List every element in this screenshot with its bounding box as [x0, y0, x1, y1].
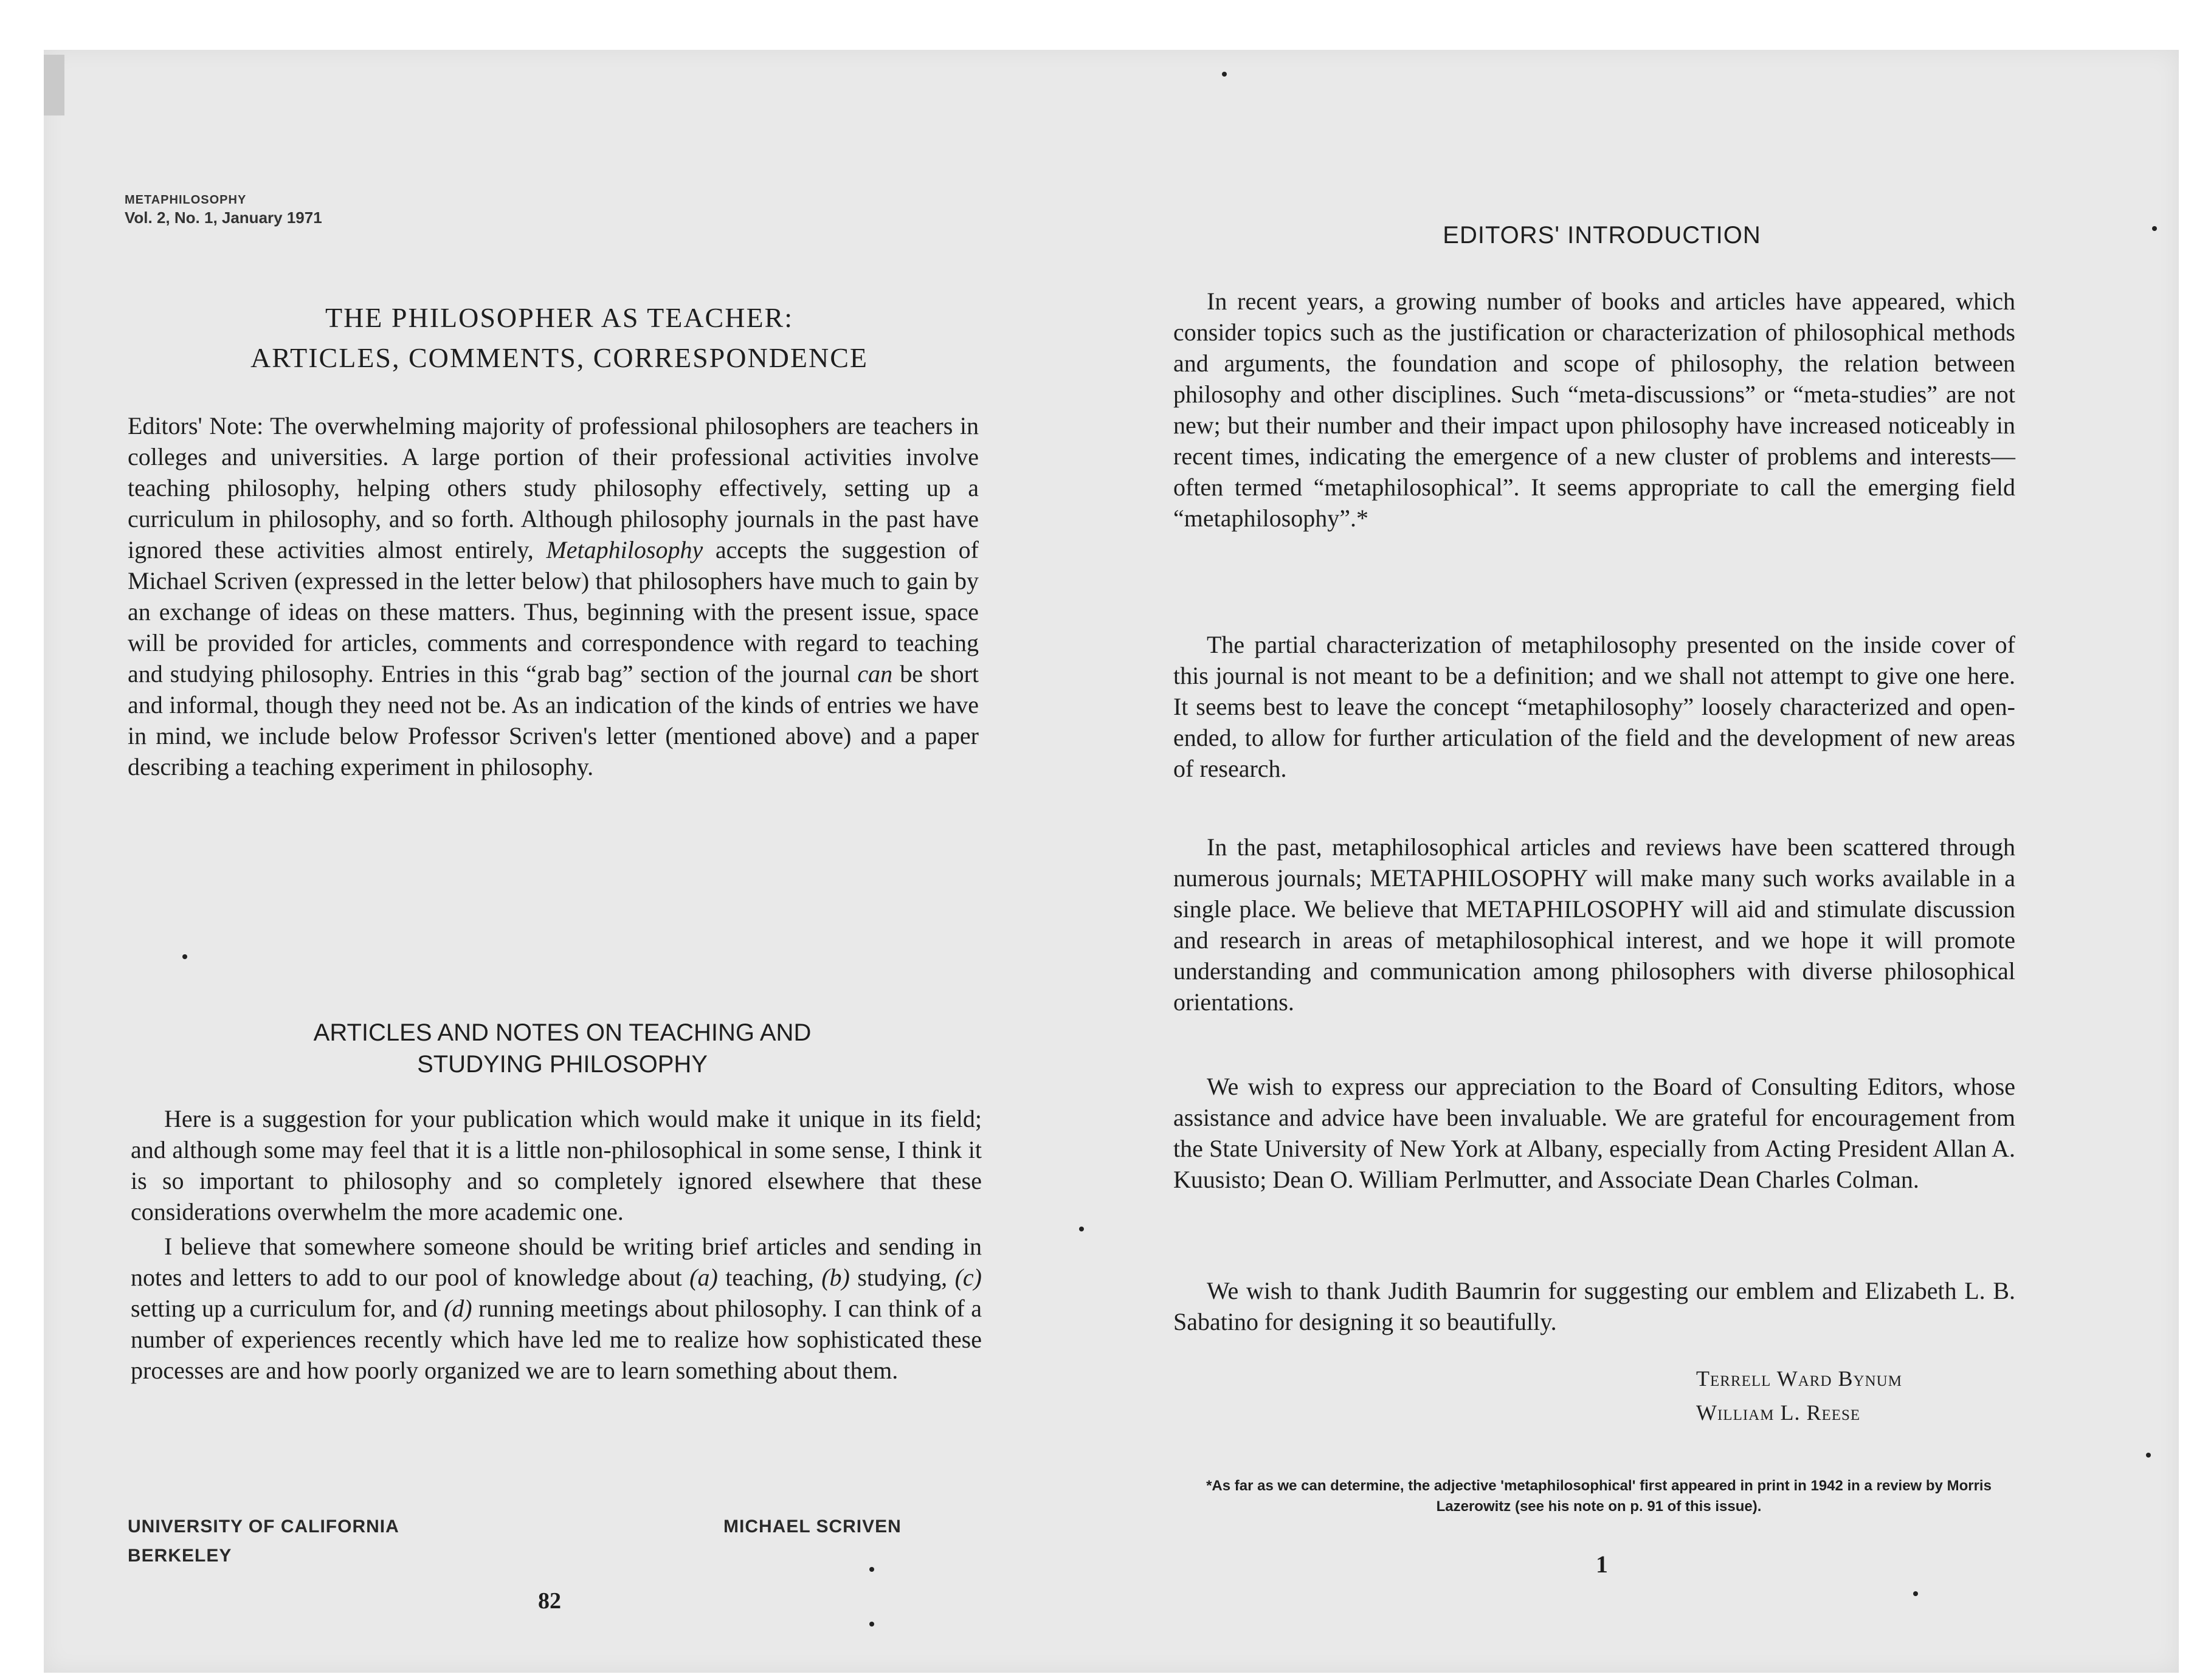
article-title-line-1: THE PHILOSOPHER AS TEACHER: — [325, 302, 794, 333]
scan-speck — [1079, 1227, 1084, 1231]
section-heading — [125, 1017, 1000, 1080]
scan-speck — [2146, 1453, 2151, 1458]
journal-italic: Metaphilosophy — [546, 536, 703, 563]
scan-speck — [2152, 226, 2157, 231]
section-heading-line-2: STUDYING PHILOSOPHY — [417, 1051, 708, 1078]
footnote: *As far as we can determine, the adjective 'metaphilosophical' first appeared in print in 1942 in a review by Morris Lazerowitz (see his note on p. 91 of this issue). — [1206, 1478, 1992, 1515]
page-number-left: 82 — [538, 1588, 561, 1614]
journal-name: METAPHILOSOPHY — [125, 193, 247, 207]
journal-header — [125, 193, 322, 227]
page-number-right: 1 — [1596, 1551, 1608, 1578]
article-title — [125, 298, 994, 378]
editors-note — [128, 410, 979, 782]
editor-signatures — [1696, 1362, 1902, 1430]
section-heading-line-1: ARTICLES AND NOTES ON TEACHING AND — [313, 1019, 812, 1046]
author-affiliation — [128, 1512, 399, 1571]
scriven-letter — [131, 1103, 982, 1386]
signer-reese: William L. Reese — [1696, 1400, 1861, 1425]
scan-speck — [182, 954, 187, 959]
scan-speck — [869, 1567, 874, 1572]
scan-speck — [1222, 72, 1227, 77]
intro-paragraph-2: The partial characterization of metaphilosophy presented on the inside cover of this journal is not meant to be a definition; and we shall not attempt to give one here. It seems best to leave the concept “metaphilosophy” loosely characterized and open-ended, to allow for further articulation of the field and the development of new areas of research. — [1173, 631, 2015, 782]
editors-introduction-title: EDITORS' INTRODUCTION — [1443, 222, 1761, 249]
scan-edge-mark — [44, 55, 64, 115]
scan-speck — [869, 1622, 874, 1627]
intro-paragraph-5: We wish to thank Judith Baumrin for suggesting our emblem and Elizabeth L. B. Sabatino for designing it so beautifully. — [1173, 1277, 2015, 1335]
editors-note-paragraph: Editors' Note: The overwhelming majority of professional philosophers are teachers in colleges and universities. A large portion of their professional activities involve teaching philosophy, helping others study philosophy effectively, setting up a curriculum in philosophy, and so forth. Although philosophy journals in the past have ignored these activities almost entirely, Metaphilosophy accepts the suggestion of Michael Scriven (expressed in the letter below) that philosophers have much to gain by an exchange of ideas on these matters. Thus, beginning with the present issue, space will be provided for articles, comments and correspondence with regard to teaching and studying philosophy. Entries in this “grab bag” section of the journal can be short and informal, though they need not be. As an indication of the kinds of entries we have in mind, we include below Professor Scriven's letter (mentioned above) and a paper describing a teaching experiment in philosophy. — [128, 412, 979, 780]
affiliation-line-2: BERKELEY — [128, 1546, 232, 1566]
can-italic: can — [857, 660, 893, 687]
letter-author: MICHAEL SCRIVEN — [723, 1516, 902, 1537]
scan-speck — [1913, 1591, 1918, 1596]
intro-paragraph-1: In recent years, a growing number of books and articles have appeared, which consider topics such as the justification or characterization of philosophical methods and arguments, the foundation and scope of philosophy, the relation between philosophy and other disciplines. Such “meta-discussions” or “meta-studies” are not new; but their number and their impact upon philosophy have increased noticeably in recent times, indicating the emergence of a new cluster of problems and interests—often termed “metaphilosophical”. It seems appropriate to call the emerging field “metaphilosophy”.* — [1173, 287, 2015, 532]
signer-bynum: Terrell Ward Bynum — [1696, 1366, 1902, 1391]
intro-paragraph-4: We wish to express our appreciation to the Board of Consulting Editors, whose assistance and advice have been invaluable. We are grateful for encouragement from the State University of New York at Albany, especially from Acting President Allan A. Kuusisto; Dean O. William Perlmutter, and Associate Dean Charles Colman. — [1173, 1073, 2015, 1193]
letter-paragraph-2: I believe that somewhere someone should be writing brief articles and sending in notes and letters to add to our pool of knowledge about (a) teaching, (b) studying, (c) setting up a curriculum for, and (d) running meetings about philosophy. I can think of a number of experiences recently which have led me to realize how sophisticated these processes are and how poorly organized we are to learn something about them. — [131, 1233, 982, 1384]
intro-paragraph-3: In the past, metaphilosophical articles and reviews have been scattered through numerous journals; METAPHILOSOPHY will make many such works available in a single place. We believe that METAPHILOSOPHY will aid and stimulate discussion and research in areas of metaphilosophical interest, and we hope it will promote understanding and communication among philosophers with diverse philosophical orientations. — [1173, 833, 2015, 1016]
journal-issue: Vol. 2, No. 1, January 1971 — [125, 208, 322, 227]
article-title-line-2: ARTICLES, COMMENTS, CORRESPONDENCE — [250, 342, 868, 373]
affiliation-line-1: UNIVERSITY OF CALIFORNIA — [128, 1516, 399, 1537]
letter-paragraph-1: Here is a suggestion for your publication which would make it unique in its field; and although some may feel that it is a little non-philosophical in some sense, I think it is so important to philosophy and so completely ignored elsewhere that these considerations overwhelm the more academic one. — [131, 1105, 982, 1225]
